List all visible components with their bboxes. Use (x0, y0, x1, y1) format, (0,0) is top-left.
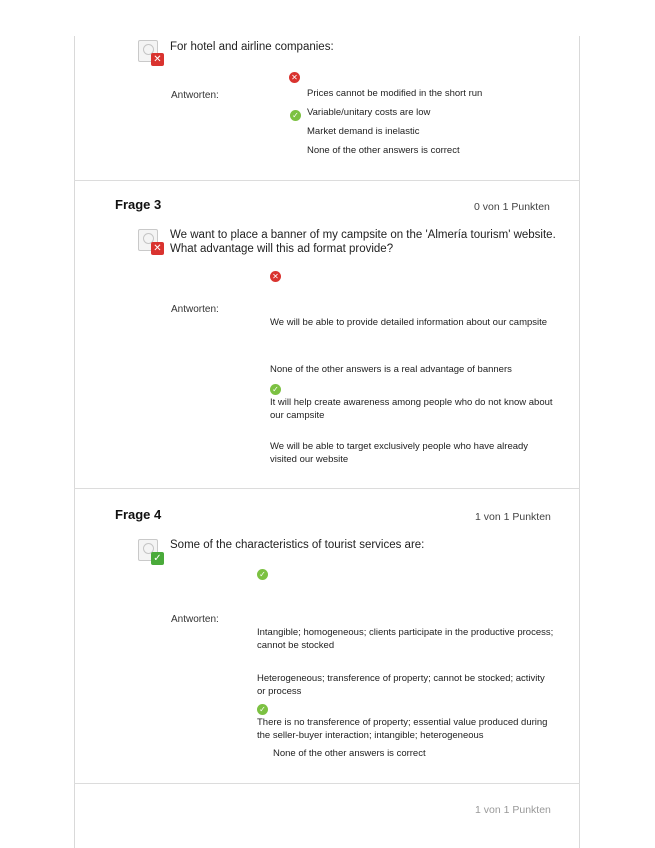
question-points: 0 von 1 Punkten (474, 201, 550, 213)
answer-option: None of the other answers is a real advantage of banners (270, 364, 512, 375)
correct-answer-icon: ✓ (257, 704, 268, 715)
answer-option: None of the other answers is correct (273, 748, 426, 759)
question-points: 1 von 1 Punkten (475, 804, 551, 816)
answer-option: It will help create awareness among people who do not know about our campsite (270, 397, 553, 421)
question-title: Frage 3 (115, 197, 162, 212)
answer-option: We will be able to target exclusively people who have already visited our website (270, 441, 529, 465)
answers-label: Antworten: (171, 304, 219, 315)
question-text-line-1: We want to place a banner of my campsite on the 'Almería tourism' website. (170, 229, 556, 241)
correct-answer-icon: ✓ (257, 569, 268, 580)
answers-label: Antworten: (171, 614, 219, 625)
answer-option: Market demand is inelastic (307, 126, 420, 137)
answers-label: Antworten: (171, 90, 219, 101)
answer-option: Prices cannot be modified in the short run (307, 88, 483, 99)
question-title: Frage 4 (115, 507, 162, 522)
wrong-answer-icon: ✕ (289, 72, 300, 83)
answer-option: There is no transference of property; essential value produced during the seller-buyer interaction; intangible; heterogeneous (257, 717, 548, 741)
divider (74, 783, 580, 784)
question-text-line-2: What advantage will this ad format provide? (170, 243, 394, 255)
answer-option: Variable/unitary costs are low (307, 107, 431, 118)
question-wrong-icon: ✕ (138, 229, 164, 255)
answer-option: None of the other answers is correct (307, 145, 460, 156)
answer-option: Heterogeneous; transference of property; cannot be stocked; activity or process (257, 673, 545, 697)
question-points: 1 von 1 Punkten (475, 511, 551, 523)
correct-answer-icon: ✓ (290, 110, 301, 121)
divider (74, 180, 580, 181)
answer-option: We will be able to provide detailed information about our campsite (270, 317, 548, 328)
question-correct-icon: ✓ (138, 539, 164, 565)
question-text: For hotel and airline companies: (170, 41, 334, 53)
correct-answer-icon: ✓ (270, 384, 281, 395)
answer-option: Intangible; homogeneous; clients participate in the productive process; cannot be stocked (257, 627, 554, 651)
question-text: Some of the characteristics of tourist services are: (170, 539, 425, 551)
divider (74, 488, 580, 489)
question-wrong-icon: ✕ (138, 40, 164, 66)
wrong-answer-icon: ✕ (270, 271, 281, 282)
